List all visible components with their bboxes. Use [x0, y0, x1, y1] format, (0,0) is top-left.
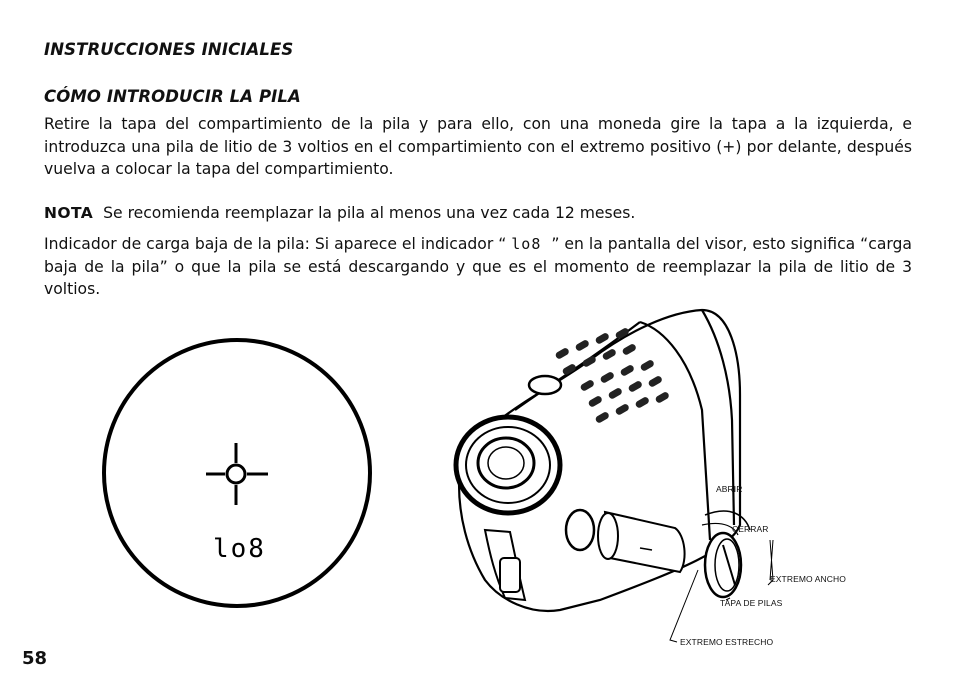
page-number: 58 — [22, 648, 48, 669]
battery-compartment — [566, 510, 594, 550]
low-battery-indicator-display: lo8 — [213, 534, 266, 564]
note-label: NOTA — [44, 204, 94, 222]
low-battery-text-before: Indicador de carga baja de la pila: Si aparece el indicador “ — [44, 235, 507, 253]
low-battery-text-after: ” en la pantalla del visor, esto significa “carga baja de la pila” o que la pila se está descargando y que es el momento de reemplazar la pila de litio de 3 voltios. — [44, 235, 912, 298]
section-heading: INSTRUCCIONES INICIALES — [44, 40, 294, 59]
callout-close: CERRAR — [732, 524, 769, 534]
strap-lug — [500, 558, 520, 592]
note-text: Se recomienda reemplazar la pila al menos una vez cada 12 meses. — [103, 204, 636, 222]
battery-cap — [705, 533, 741, 597]
callout-battery-cap: TAPA DE PILAS — [720, 598, 783, 608]
callout-open: ABRIR — [716, 484, 743, 494]
rangefinder-battery-illustration — [440, 300, 860, 660]
note-line — [44, 204, 635, 222]
viewfinder-display-illustration — [100, 336, 375, 611]
battery-instructions-paragraph: Retire la tapa del compartimiento de la pila y para ello, con una moneda gire la tapa a la izquierda, e introduzca una pila de litio de 3 voltios en el compartimiento con el extremo positivo (+) por delante, después vuelva a colocar la tapa del compartimiento. — [44, 115, 912, 178]
subsection-heading: CÓMO INTRODUCIR LA PILA — [44, 87, 301, 106]
power-button — [529, 376, 561, 394]
battery — [598, 512, 685, 572]
callout-narrow-end: EXTREMO ESTRECHO — [680, 637, 774, 647]
low-battery-indicator-inline: lo8 — [511, 235, 542, 253]
callout-wide-end: EXTREMO ANCHO — [770, 574, 846, 584]
viewfinder-circle — [104, 340, 370, 606]
low-battery-paragraph — [44, 233, 912, 301]
eyepiece — [456, 417, 560, 513]
